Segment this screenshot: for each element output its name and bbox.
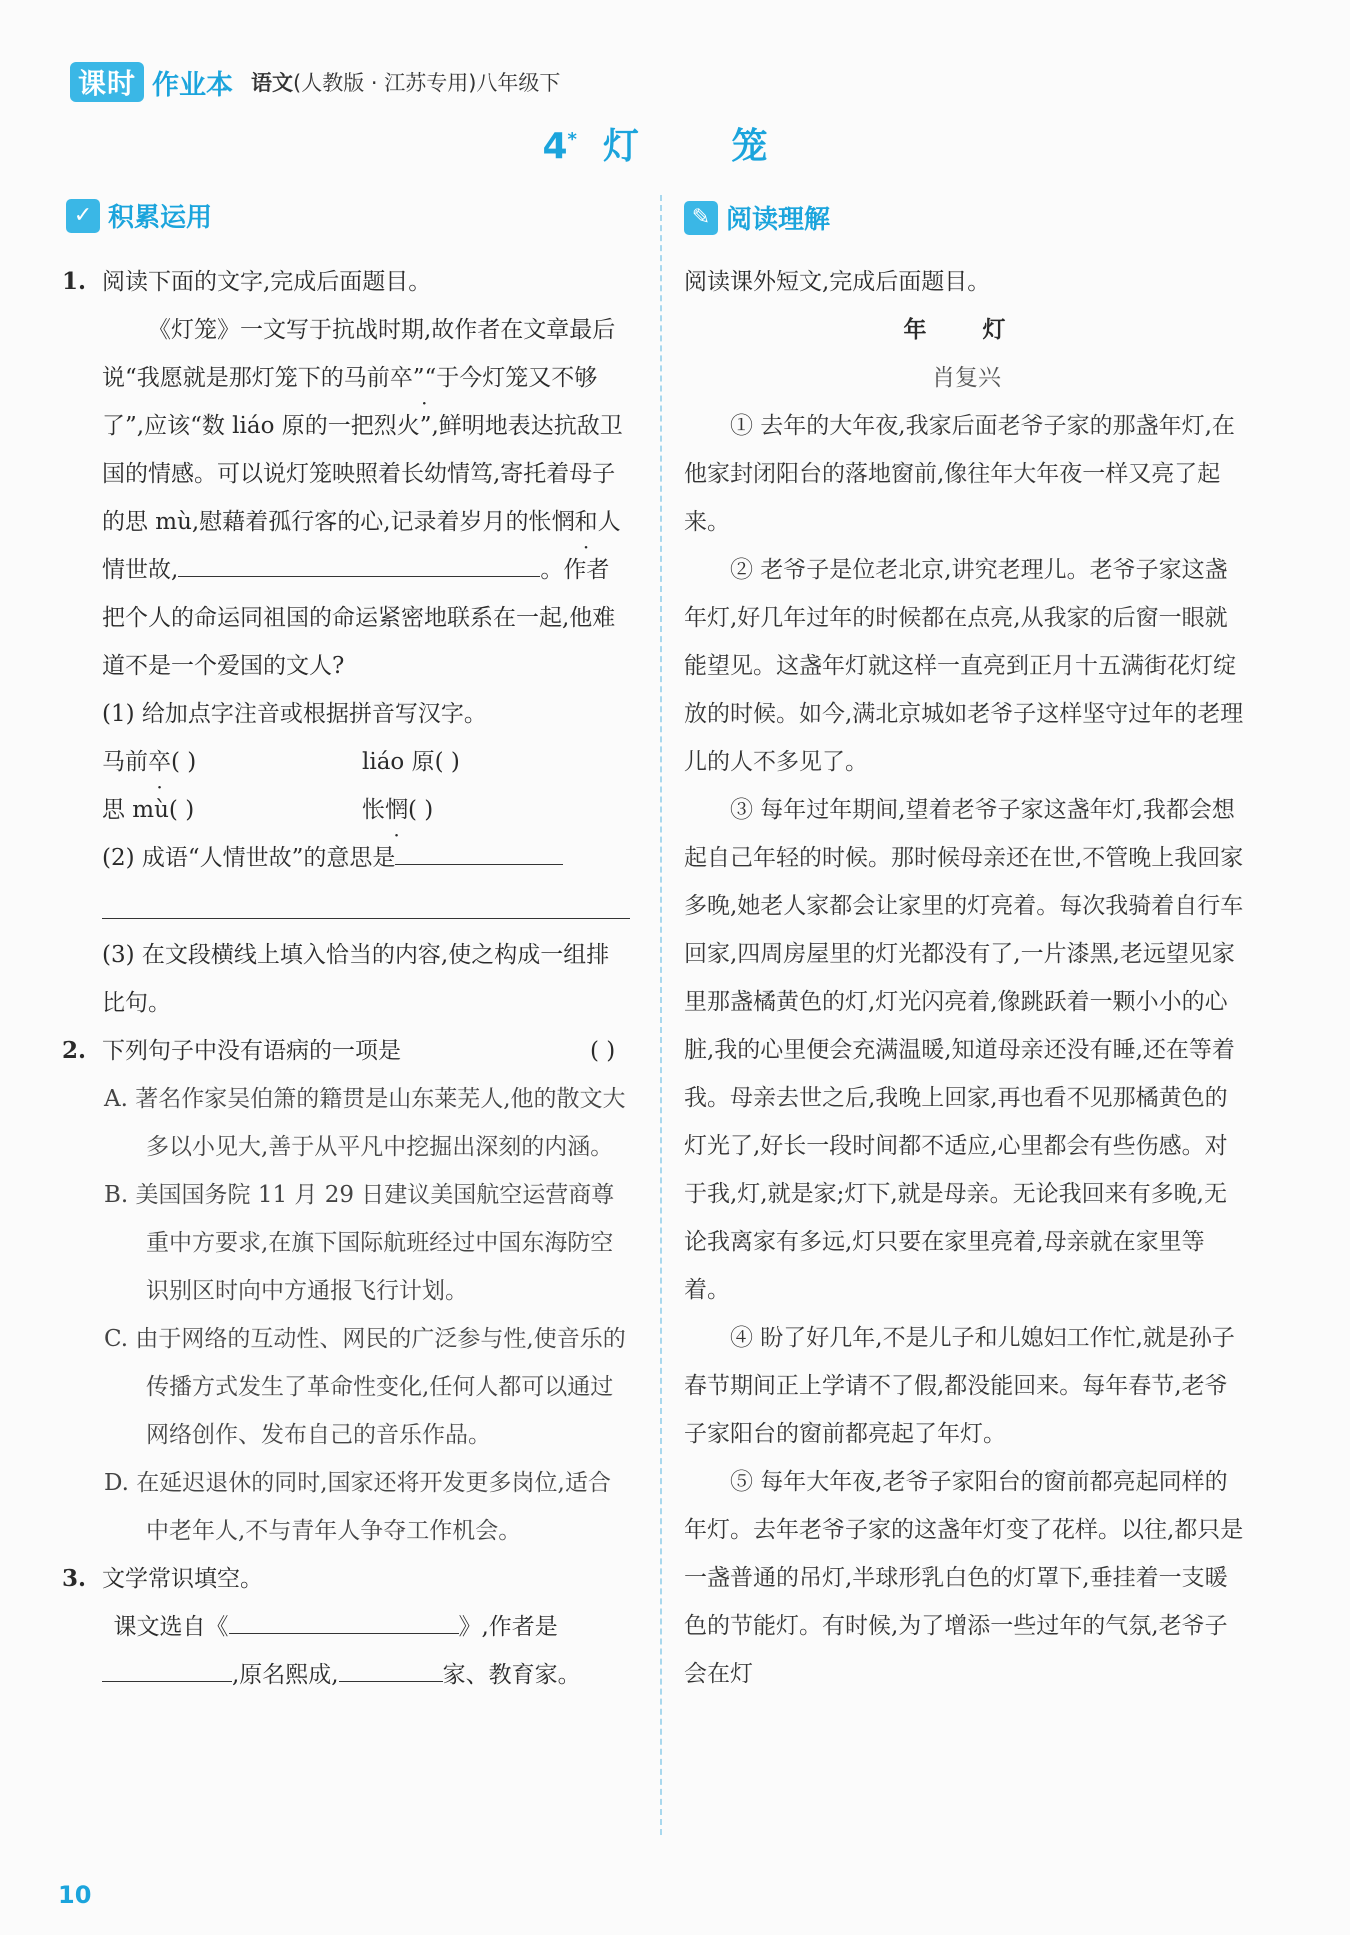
lesson-number: 4 (542, 126, 568, 167)
answer-word: 马前 (102, 749, 148, 775)
reading-intro: 阅读课外短文,完成后面题目。 (684, 269, 991, 295)
paragraph-4: ④ 盼了好几年,不是儿子和儿媳妇工作忙,就是孙子春节期间正上学请不了假,都没能回来。每年春节,老爷子家阳台的窗前都亮起了年灯。 (684, 1325, 1235, 1447)
answer-row-2 (102, 786, 630, 834)
option-c: C. 由于网络的互动性、网民的广泛参与性,使音乐的传播方式发生了革命性变化,任何人都可以通过网络创作、发布自己的音乐作品。 (104, 1326, 626, 1448)
answer-word[interactable]: 思 mù( ) (102, 797, 195, 823)
paragraph-2: ② 老爷子是位老北京,讲究老理儿。老爷子家这盏年灯,好几年过年的时候都在点亮,从我家的后窗一眼就能望见。这盏年灯就这样一直亮到正月十五满街花灯绽放的时候。如今,满北京城如老爷子这样坚守过年的老理儿的人不多见了。 (684, 557, 1244, 775)
left-column (62, 258, 630, 1699)
fill-blank[interactable] (339, 1653, 443, 1682)
question-stem: 文学常识填空。 (102, 1566, 263, 1592)
q3-text: ,原名熙成, (232, 1662, 339, 1688)
article-author: 肖复兴 (932, 365, 1001, 391)
brand-logo: 课时 (70, 62, 144, 102)
q3-line-1 (62, 1603, 630, 1651)
q3-line-2 (62, 1651, 630, 1699)
answer-paren[interactable]: ( ) (408, 797, 434, 823)
option-d: D. 在延迟退休的同时,国家还将开发更多岗位,适合中老年人,不与青年人争夺工作机会。 (104, 1470, 611, 1544)
fill-blank[interactable] (395, 836, 563, 865)
subject: 语文 (251, 71, 294, 95)
passage-part: 。作者把个人的命运同祖国的命运紧密地联系在一起,他难道不是一个爱国的文人? (102, 557, 616, 679)
q3-text: 》,作者是 (458, 1614, 558, 1640)
subquestion-2 (102, 834, 630, 882)
lesson-name: 灯 笼 (602, 126, 808, 167)
option-a: A. 著名作家吴伯箫的籍贯是山东莱芜人,他的散文大多以小见大,善于从平凡中挖掘出深刻的内涵。 (104, 1086, 626, 1160)
question-1 (62, 258, 630, 306)
lesson-mark: * (567, 129, 577, 150)
section-head-left (66, 197, 212, 234)
lesson-title (0, 118, 1350, 169)
question-2: 2. 下列句子中没有语病的一项是 ( ) (62, 1027, 630, 1075)
paragraph-5: ⑤ 每年大年夜,老爷子家阳台的窗前都亮起同样的年灯。去年老爷子家的这盏年灯变了花样。以往,都只是一盏普通的吊灯,半球形乳白色的灯罩下,垂挂着一支暖色的节能灯。有时候,为了增添一些过年的气氛,老爷子会在灯 (684, 1469, 1244, 1687)
book-info (251, 67, 560, 97)
question-stem: 下列句子中没有语病的一项是 (102, 1038, 401, 1064)
dotted-char: 卒 (148, 749, 171, 775)
checkmark-icon: ✓ (66, 199, 100, 233)
question-stem: 阅读下面的文字,完成后面题目。 (102, 269, 432, 295)
fill-blank[interactable] (229, 1605, 459, 1634)
question-number: 2. (62, 1037, 87, 1064)
passage-part: 《灯笼》一文写于抗战时期,故作者在文章最后说“我愿就是那灯笼下的马前 (102, 317, 616, 391)
header (70, 60, 560, 104)
subquestion-1: (1) 给加点字注音或根据拼音写汉字。 (102, 701, 487, 727)
fill-blank[interactable] (102, 1653, 232, 1682)
subquestion-2-text: (2) 成语“人情世故”的意思是 (102, 845, 396, 871)
answer-line[interactable] (102, 882, 630, 919)
q1-passage (62, 306, 630, 882)
section-head-right (684, 199, 830, 236)
question-number: 1. (62, 268, 87, 295)
brand-name: 作业本 (152, 69, 234, 101)
answer-row-1 (102, 738, 630, 786)
q3-text: 家、教育家。 (442, 1662, 581, 1688)
passage-part: ”“于今灯笼又不够了”,应该“数 liáo 原的一把烈火”,鲜明地表达抗敌卫国的情感。可以说灯笼映照着长幼情笃,寄托着母子的思 mù,慰藉着孤行客的心,记录着岁月的怅 (102, 365, 623, 535)
option-b: B. 美国国务院 11 月 29 日建议美国航空运营商尊重中方要求,在旗下国际航班经过中国东海防空识别区时向中方通报飞行计划。 (104, 1182, 615, 1304)
section-title-left: 积累运用 (108, 203, 213, 233)
edition: (人教版 · 江苏专用)八年级下 (293, 71, 561, 95)
answer-word: 怅 (362, 797, 385, 823)
column-divider (660, 195, 662, 1835)
paragraph-3: ③ 每年过年期间,望着老爷子家这盏年灯,我都会想起自己年轻的时候。那时候母亲还在世,不管晚上我回家多晚,她老人家都会让家里的灯亮着。每次我骑着自行车回家,四周房屋里的灯光都没有了,一片漆黑,老远望见家里那盏橘黄色的灯,灯光闪亮着,像跳跃着一颗小小的心脏,我的心里便会充满温暖,知道母亲还没有睡,还在等着我。母亲去世之后,我晚上回家,再也看不见那橘黄色的灯光了,好长一段时间都不适应,心里都会有些伤感。对于我,灯,就是家;灯下,就是母亲。无论我回来有多晚,无论我离家有多远,灯只要在家里亮着,母亲就在家里等着。 (684, 797, 1244, 1303)
passage-text (102, 306, 630, 690)
section-title-right: 阅读理解 (726, 205, 831, 235)
passage-part: 和人情世故, (102, 509, 621, 583)
subquestion-3: (3) 在文段横线上填入恰当的内容,使之构成一组排比句。 (102, 942, 610, 1016)
paragraph-1: ① 去年的大年夜,我家后面老爷子家的那盏年灯,在他家封闭阳台的落地窗前,像往年大年夜一样又亮了起来。 (684, 413, 1235, 535)
question-number: 3. (62, 1565, 87, 1592)
right-column (684, 258, 1249, 1698)
answer-word[interactable]: liáo 原( ) (362, 749, 460, 775)
article-title: 年 灯 (903, 316, 1030, 343)
dotted-char: 惘 (551, 509, 575, 535)
question-3 (62, 1555, 630, 1603)
answer-paren[interactable]: ( ) (171, 749, 197, 775)
q3-text: 课文选自《 (113, 1614, 229, 1640)
dotted-char: 卒 (389, 365, 413, 391)
page-number: 10 (58, 1881, 92, 1909)
dotted-char: 惘 (385, 797, 408, 823)
pencil-icon: ✎ (684, 201, 718, 235)
fill-blank[interactable] (178, 548, 540, 577)
